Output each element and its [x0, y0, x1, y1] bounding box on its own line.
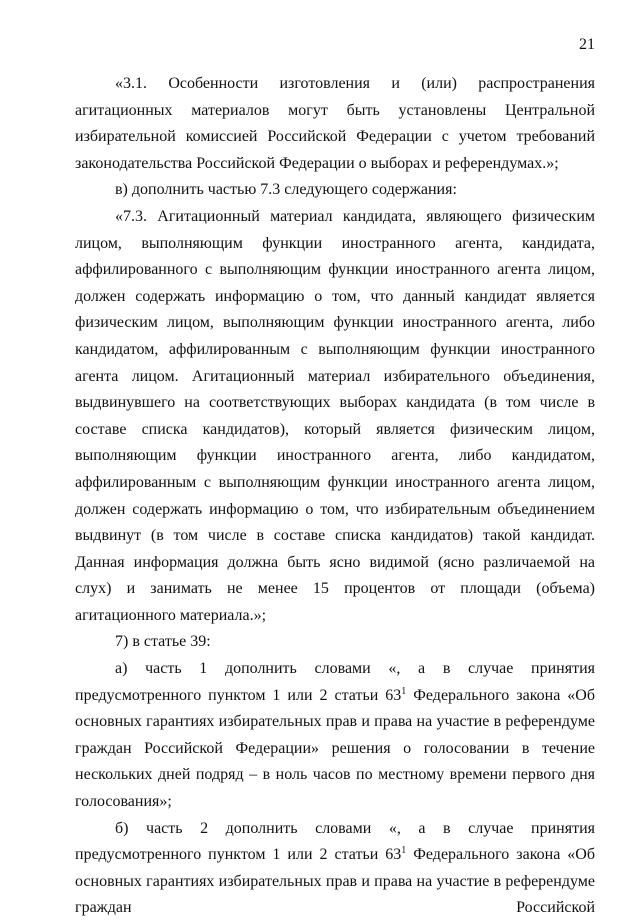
paragraph-b-text-1: б) часть 2 дополнить словами «, а в случае принятия предусмотренного пунктом 1 или 2 статьи 63 [75, 819, 595, 864]
paragraph-a [75, 656, 595, 816]
paragraph-v: в) дополнить частью 7.3 следующего содержания: [115, 181, 457, 199]
paragraph-3-1: «3.1. Особенности изготовления и (или) распространения агитационных материалов могут быть установлены Центральной избирательной комиссией Российской Федерации с учетом требований законодательства Российской Федерации о выборах и референдумах.»; [75, 75, 595, 172]
paragraph-b [75, 816, 595, 922]
paragraph-a-superscript: 1 [401, 685, 407, 697]
page-number: 21 [579, 36, 595, 53]
document-body [75, 71, 595, 922]
paragraph-article-39: 7) в статье 39: [115, 633, 211, 651]
paragraph-7-3: «7.3. Агитационный материал кандидата, являющего физическим лицом, выполняющим функции иностранного агента, кандидата, аффилированного с выполняющим функции иностранного агента лицом, должен содержать информацию о том, что данный кандидат является физическим лицом, выполняющим функции иностранного агента, либо кандидатом, аффилированным с выполняющим функции иностранного агента лицом. Агитационный материал избирательного объединения, выдвинувшего на соответствующих выборах кандидата (в том числе в составе списка кандидатов), который является физическим лицом, выполняющим функции иностранного агента, либо кандидатом, аффилированным с выполняющим функции иностранного агента лицом, должен содержать информацию о том, что избирательным объединением выдвинут (в том числе в составе списка кандидатов) такой кандидат. Данная информация должна быть ясно видимой (ясно различаемой на слух) и занимать не менее 15 процентов от площади (объема) агитационного материала.»; [75, 207, 595, 624]
paragraph-a-text-1: а) часть 1 дополнить словами «, а в случае принятия предусмотренного пунктом 1 или 2 статьи 63 [75, 660, 595, 704]
paragraph-b-superscript: 1 [401, 845, 407, 857]
paragraph-b-text-2: Федерального закона «Об основных гарантиях избирательных прав и права на участие в референдуме граждан Российской [75, 846, 596, 917]
paragraph-a-text-2: Федерального закона «Об основных гарантиях избирательных прав и права на участие в референдуме граждан Российской Федерации» решения о голосовании в течение нескольких дней подряд – в ноль часов по местному времени первого дня голосования»; [75, 686, 596, 811]
